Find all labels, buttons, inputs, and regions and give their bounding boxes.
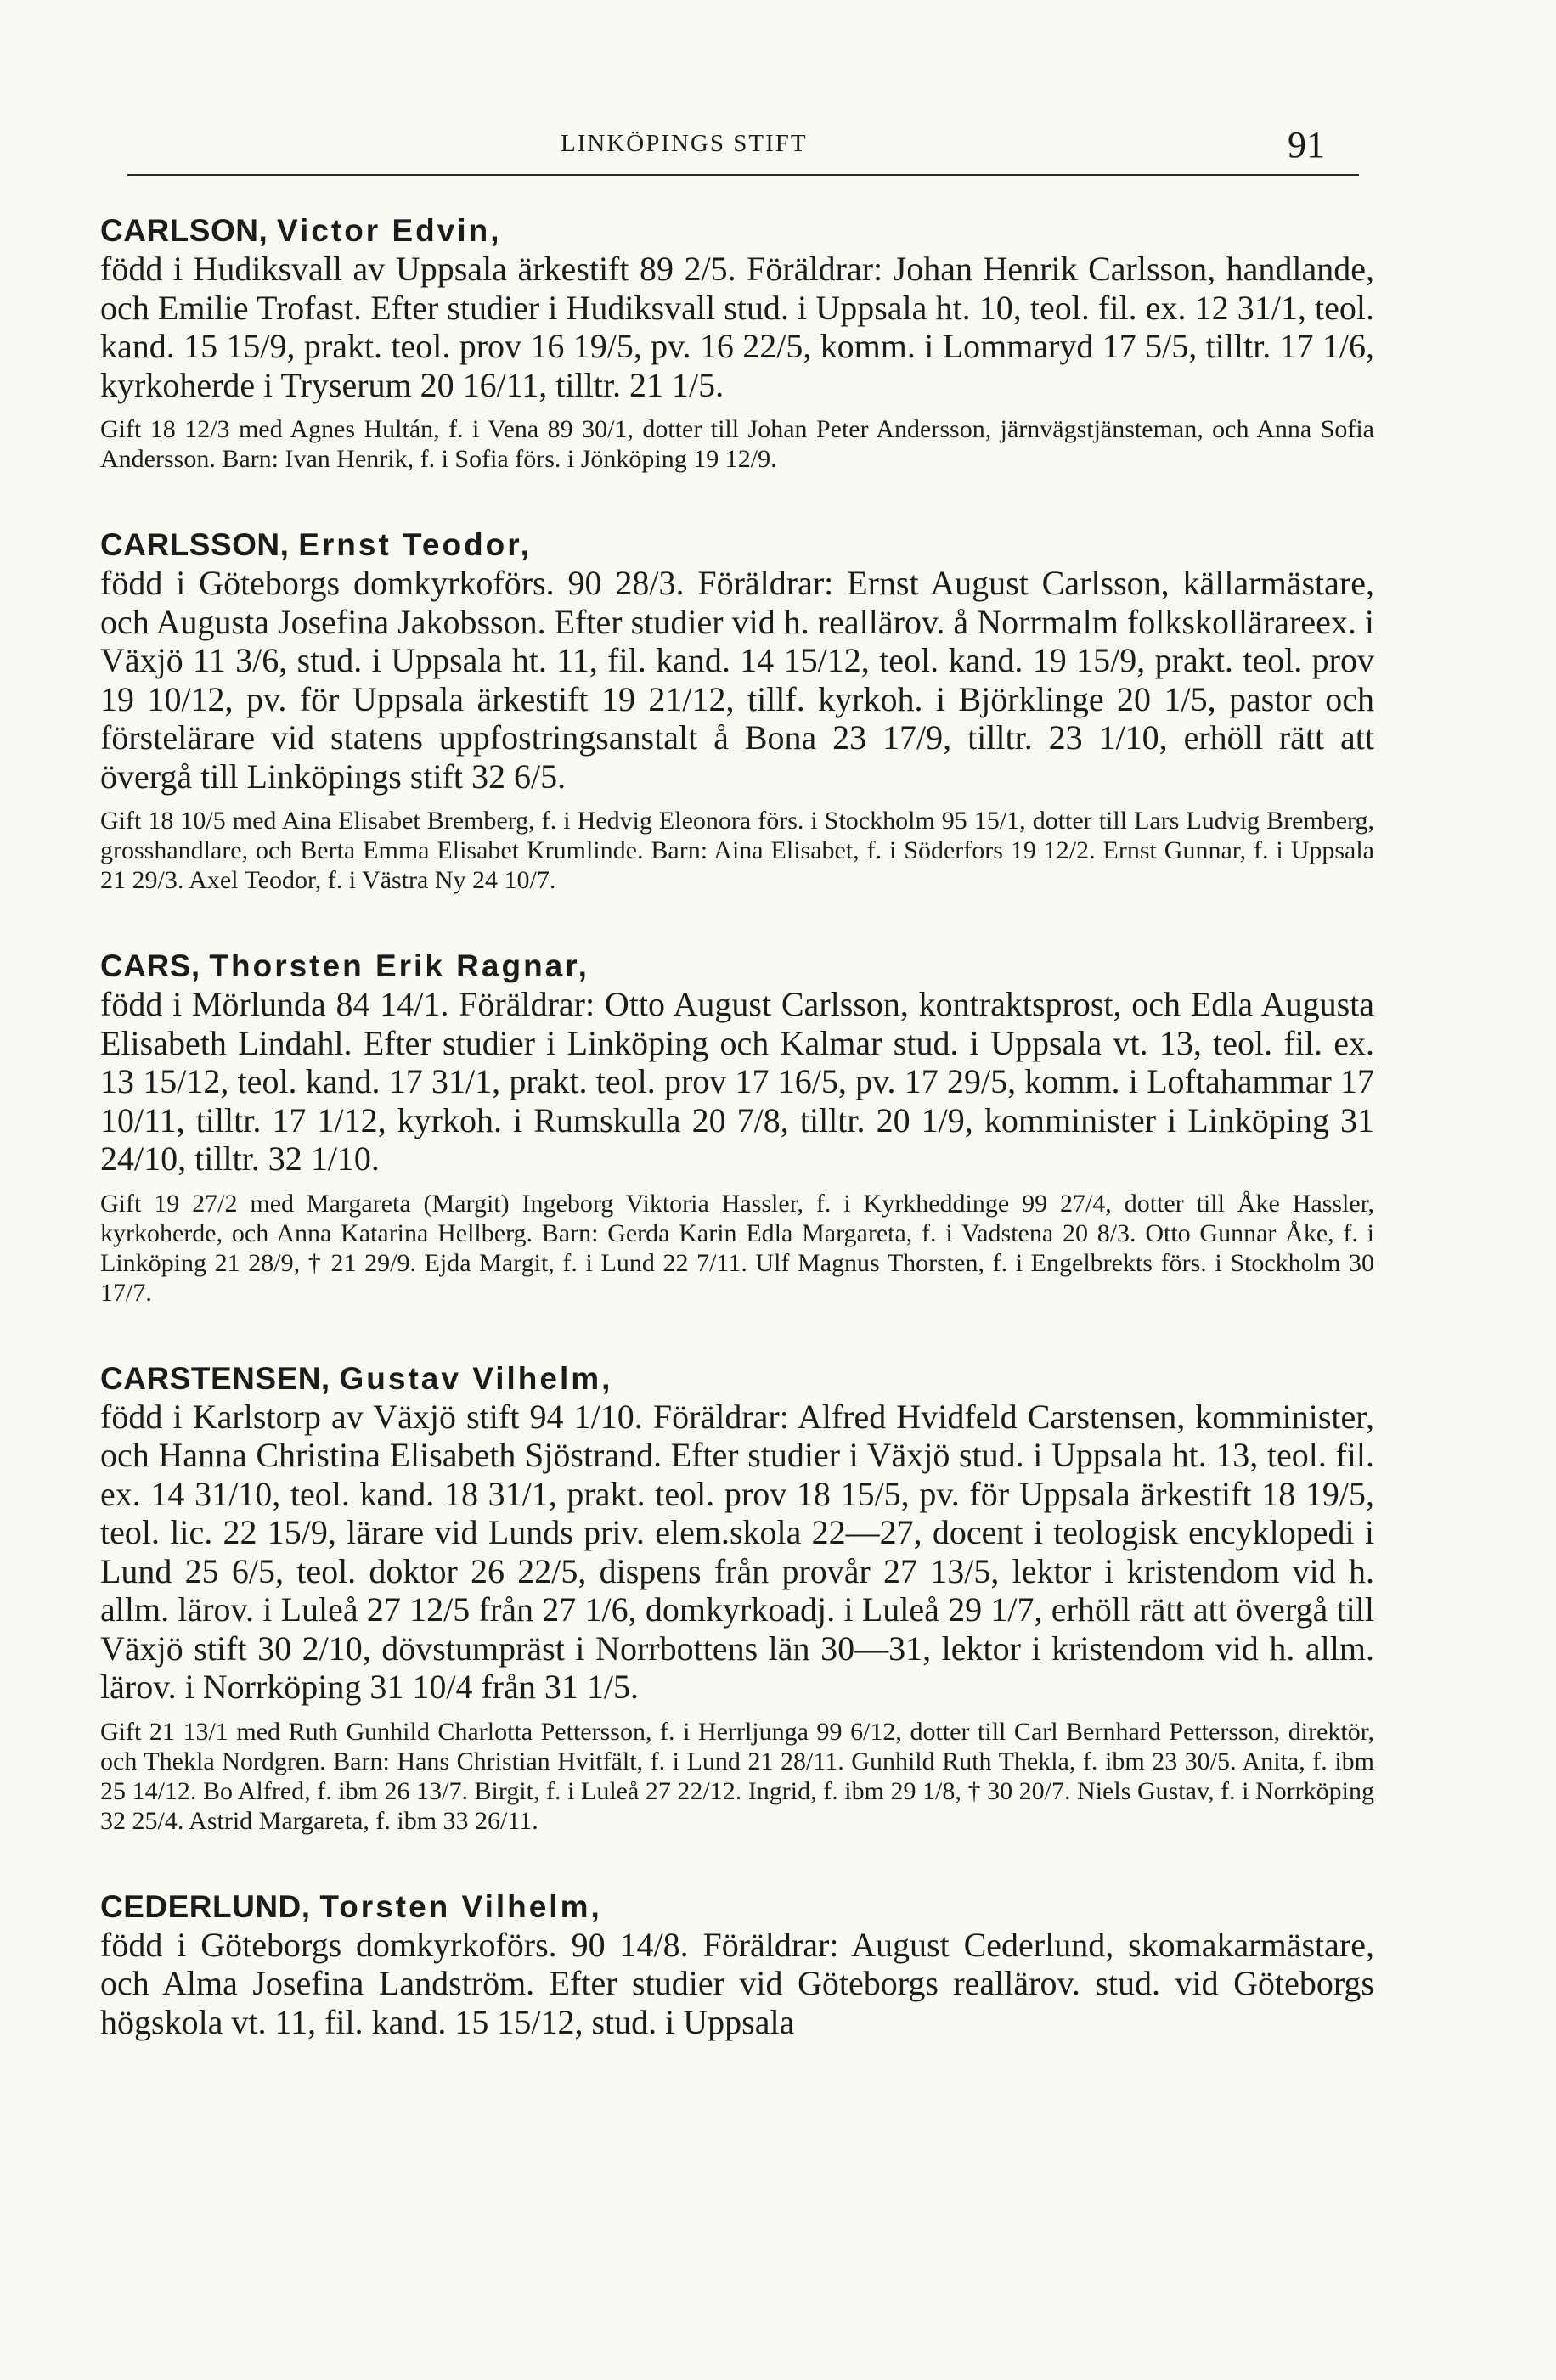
entry-surname: CARLSSON,	[100, 527, 290, 562]
entry-carlson	[100, 212, 1374, 474]
entry-name	[100, 1888, 1374, 1926]
entry-surname: CARSTENSEN,	[100, 1360, 330, 1396]
entry-surname: CARLSON,	[100, 213, 268, 248]
entry-surname: CARS,	[100, 948, 200, 983]
entry-given-names: Gustav Vilhelm,	[339, 1360, 613, 1396]
entry-cars	[100, 948, 1374, 1308]
entry-biography: född i Göteborgs domkyrkoförs. 90 28/3. Föräldrar: Ernst August Carlsson, källarmästare, och Augusta Josefina Jakobsson. Efter studier vid h. reallärov. å Norrmalm folkskollärareex. i Växjö 11 3/6, stud. i Uppsala ht. 11, fil. kand. 14 15/12, teol. kand. 19 15/9, prakt. teol. prov 19 10/12, pv. för Uppsala ärkestift 19 21/12, tillf. kyrkoh. i Björklinge 20 1/5, pastor och förstelärare vid statens uppfostringsanstalt å Bona 23 17/9, tilltr. 23 1/10, erhöll rätt att övergå till Linköpings stift 32 6/5.	[100, 564, 1374, 796]
header-title: LINKÖPINGS STIFT	[561, 130, 808, 157]
entry-name	[100, 526, 1374, 564]
entry-family: Gift 21 13/1 med Ruth Gunhild Charlotta Pettersson, f. i Herrljunga 99 6/12, dotter till Carl Bernhard Pettersson, direktör, och Thekla Nordgren. Barn: Hans Christian Hvitfält, f. i Lund 21 28/11. Gunhild Ruth Thekla, f. ibm 23 30/5. Anita, f. ibm 25 14/12. Bo Alfred, f. ibm 26 13/7. Birgit, f. i Luleå 27 22/12. Ingrid, f. ibm 29 1/8, † 30 20/7. Niels Gustav, f. i Norrköping 32 25/4. Astrid Margareta, f. ibm 33 26/11.	[100, 1717, 1374, 1835]
entry-biography: född i Karlstorp av Växjö stift 94 1/10. Föräldrar: Alfred Hvidfeld Carstensen, komminister, och Hanna Christina Elisabeth Sjöstrand. Efter studier i Växjö stud. i Uppsala ht. 13, teol. fil. ex. 14 31/10, teol. kand. 18 31/1, prakt. teol. prov 18 15/5, pv. för Uppsala ärkestift 18 19/5, teol. lic. 22 15/9, lärare vid Lunds priv. elem.skola 22—27, docent i teologisk encyklopedi i Lund 25 6/5, teol. doktor 26 22/5, dispens från provår 27 13/5, lektor i kristendom vid h. allm. lärov. i Luleå 27 12/5 från 27 1/6, domkyrkoadj. i Luleå 29 1/7, erhöll rätt att övergå till Växjö stift 30 2/10, dövstumpräst i Norrbottens län 30—31, lektor i kristendom vid h. allm. lärov. i Norrköping 31 10/4 från 31 1/5.	[100, 1397, 1374, 1706]
entry-name	[100, 1360, 1374, 1398]
entry-family: Gift 18 10/5 med Aina Elisabet Bremberg, f. i Hedvig Eleonora förs. i Stockholm 95 15/1, dotter till Lars Ludvig Bremberg, grosshandlare, och Berta Emma Elisabet Krumlinde. Barn: Aina Elisabet, f. i Söderfors 19 12/2. Ernst Gunnar, f. i Uppsala 21 29/3. Axel Teodor, f. i Västra Ny 24 10/7.	[100, 807, 1374, 894]
entry-family: Gift 19 27/2 med Margareta (Margit) Ingeborg Viktoria Hassler, f. i Kyrkheddinge 99 27/4, dotter till Åke Hassler, kyrkoherde, och Anna Katarina Hellberg. Barn: Gerda Karin Edla Margareta, f. i Vadstena 20 8/3. Otto Gunnar Åke, f. i Linköping 21 28/9, † 21 29/9. Ejda Margit, f. i Lund 22 7/11. Ulf Magnus Thorsten, f. i Engelbrekts förs. i Stockholm 30 17/7.	[100, 1189, 1374, 1307]
entry-biography: född i Hudiksvall av Uppsala ärkestift 89 2/5. Föräldrar: Johan Henrik Carlsson, handlande, och Emilie Trofast. Efter studier i Hudiksvall stud. i Uppsala ht. 10, teol. fil. ex. 12 31/1, teol. kand. 15 15/9, prakt. teol. prov 16 19/5, pv. 16 22/5, komm. i Lommaryd 17 5/5, tilltr. 17 1/6, kyrkoherde i Tryserum 20 16/11, tilltr. 21 1/5.	[100, 250, 1374, 404]
entry-given-names: Victor Edvin,	[277, 213, 502, 248]
entry-cederlund	[100, 1888, 1374, 2042]
entry-name	[100, 212, 1374, 250]
entry-biography: född i Mörlunda 84 14/1. Föräldrar: Otto August Carlsson, kontraktsprost, och Edla Augusta Elisabeth Lindahl. Efter studier i Linköping och Kalmar stud. i Uppsala vt. 13, teol. fil. ex. 13 15/12, teol. kand. 17 31/1, prakt. teol. prov 17 16/5, pv. 17 29/5, komm. i Loftahammar 17 10/11, tilltr. 17 1/12, kyrkoh. i Rumskulla 20 7/8, tilltr. 20 1/9, komminister i Linköping 31 24/10, tilltr. 32 1/10.	[100, 985, 1374, 1178]
entry-surname: CEDERLUND,	[100, 1888, 311, 1924]
entry-carlsson	[100, 526, 1374, 895]
entry-family: Gift 18 12/3 med Agnes Hultán, f. i Vena 89 30/1, dotter till Johan Peter Andersson, järnvägstjänsteman, och Anna Sofia Andersson. Barn: Ivan Henrik, f. i Sofia förs. i Jönköping 19 12/9.	[100, 415, 1374, 473]
entry-given-names: Thorsten Erik Ragnar,	[209, 948, 589, 983]
entry-carstensen	[100, 1360, 1374, 1836]
page-number: 91	[1288, 124, 1325, 166]
entries	[100, 212, 1374, 2094]
entry-biography: född i Göteborgs domkyrkoförs. 90 14/8. Föräldrar: August Cederlund, skomakarmästare, och Alma Josefina Landström. Efter studier vid Göteborgs reallärov. stud. vid Göteborgs högskola vt. 11, fil. kand. 15 15/12, stud. i Uppsala	[100, 1925, 1374, 2041]
entry-given-names: Ernst Teodor,	[298, 527, 532, 562]
running-header	[127, 123, 1359, 176]
entry-name	[100, 948, 1374, 985]
entry-given-names: Torsten Vilhelm,	[319, 1888, 602, 1924]
